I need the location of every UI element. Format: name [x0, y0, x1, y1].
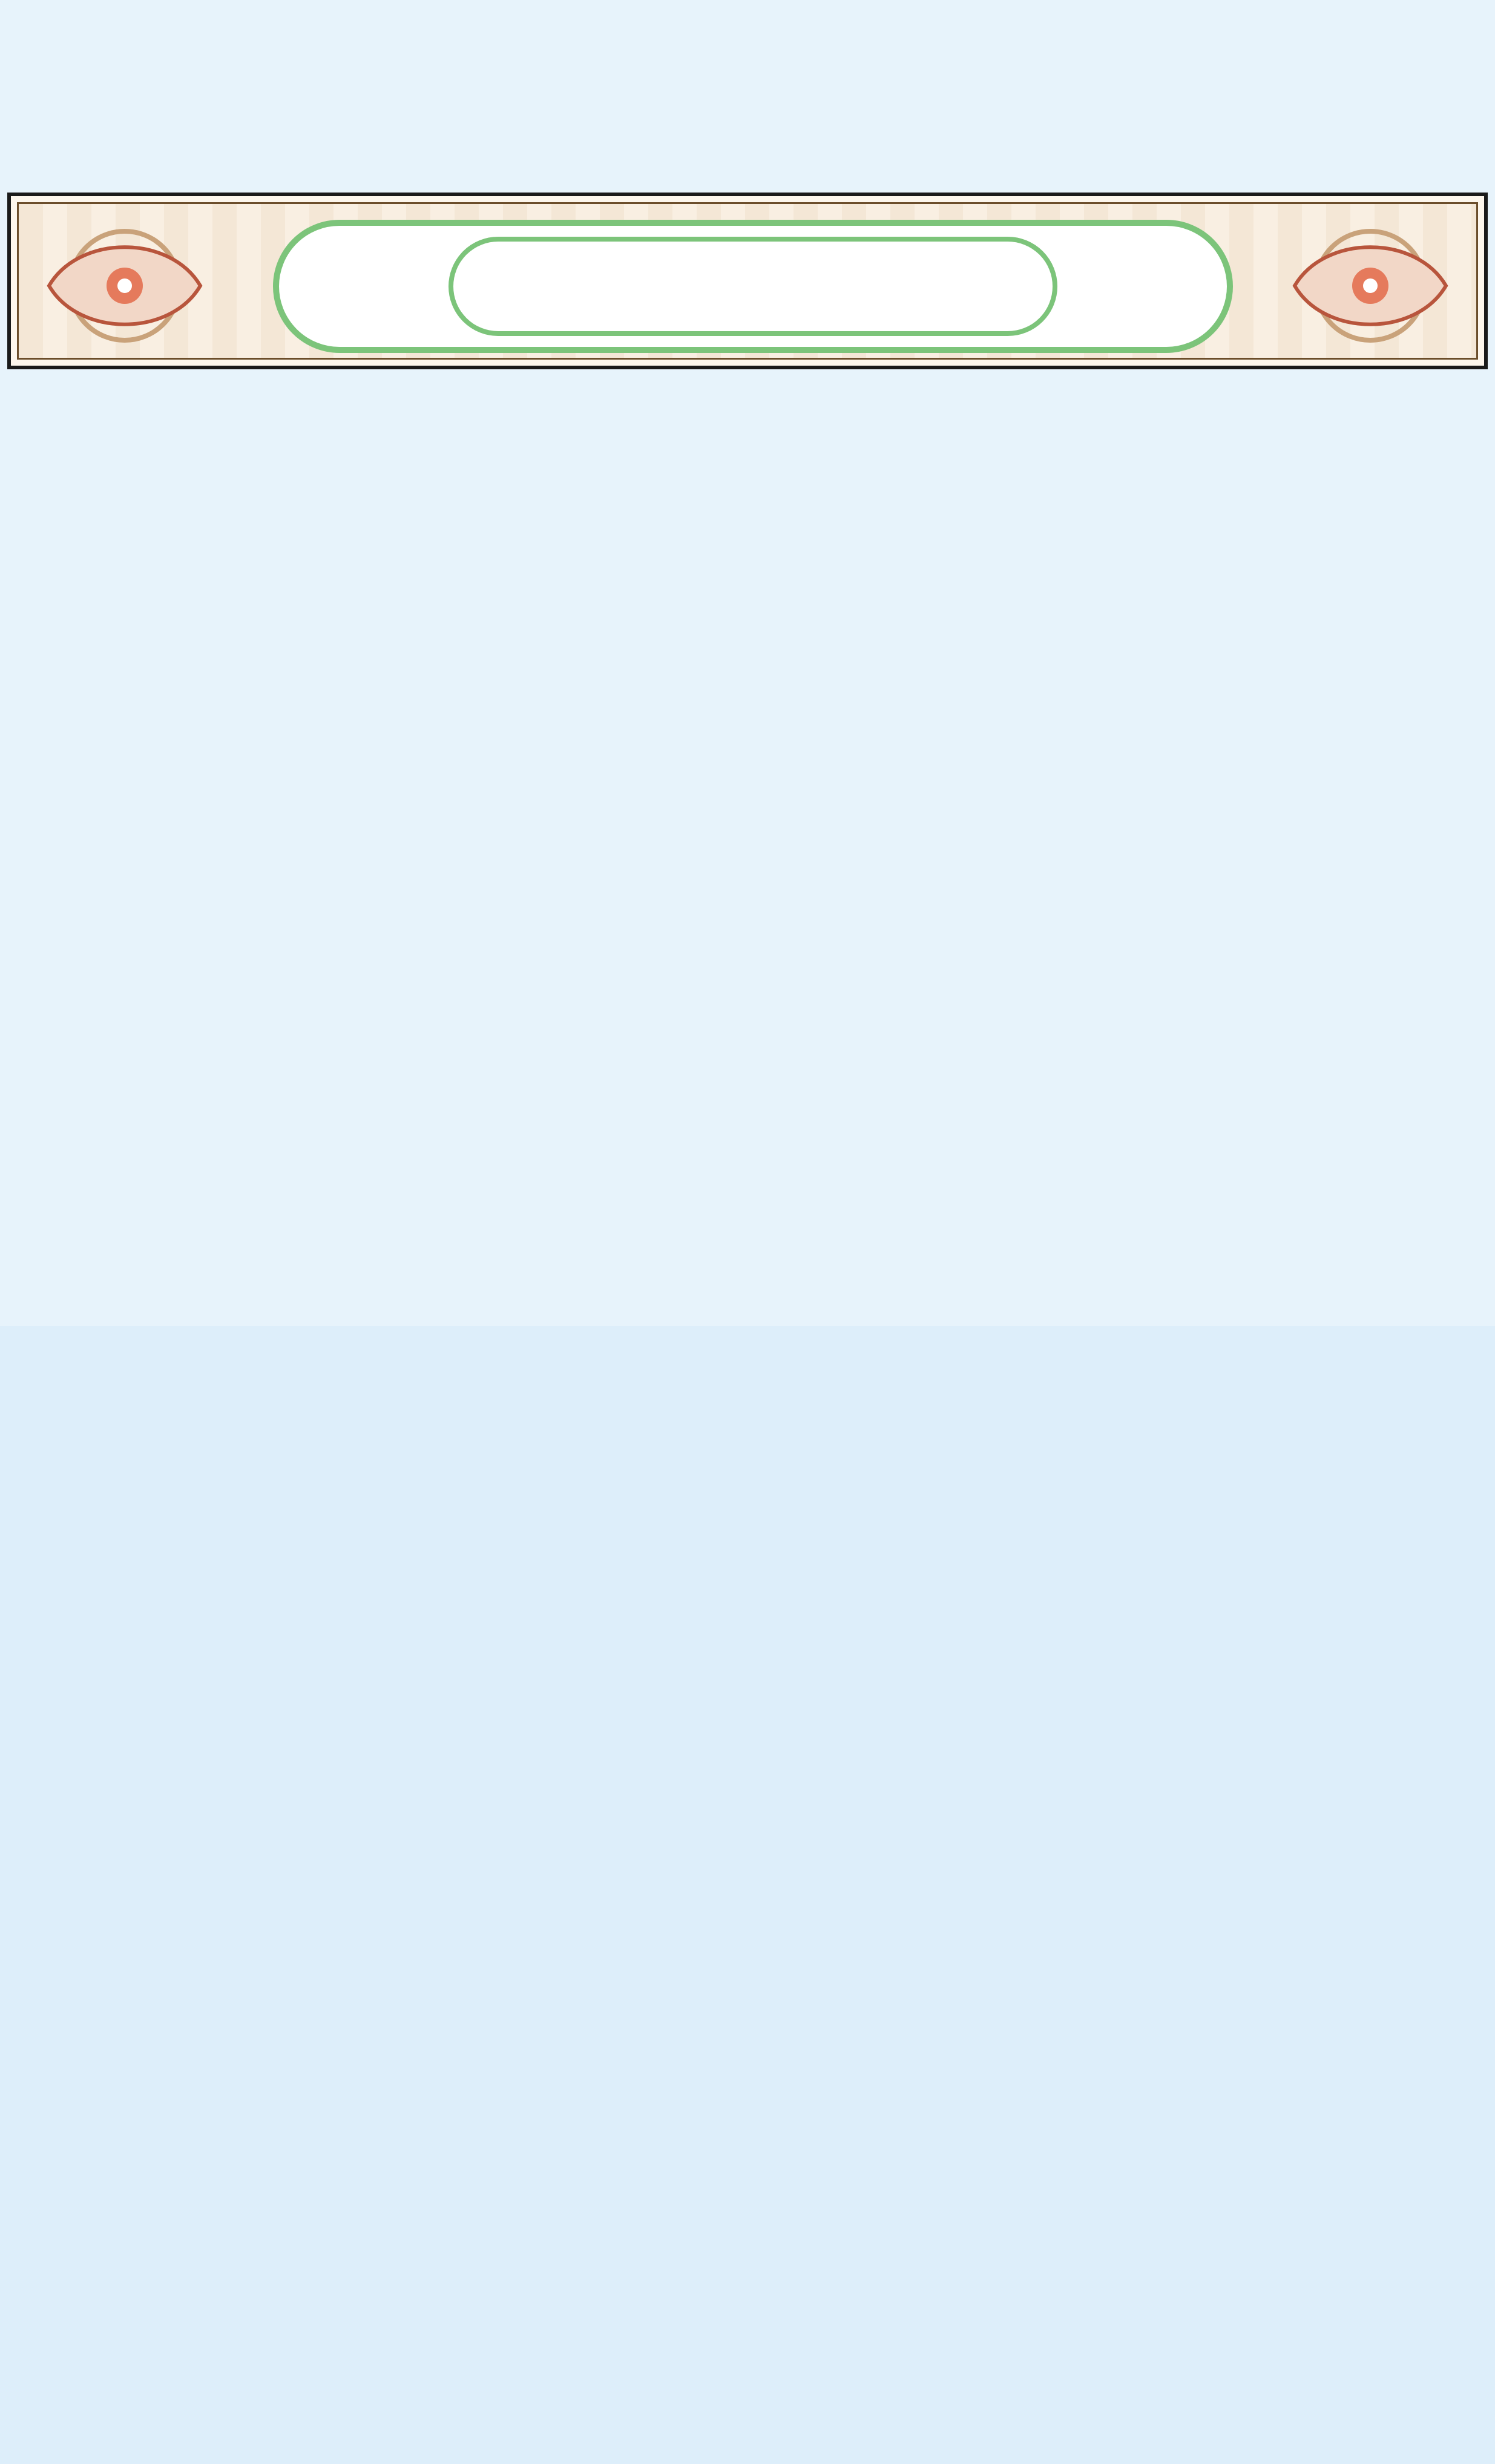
- banner-inner: [17, 202, 1478, 360]
- surah-order-medallion: [1065, 231, 1192, 322]
- floral-ornament-icon: [37, 222, 212, 349]
- surah-header-banner: [7, 193, 1488, 369]
- floral-ornament-icon: [1283, 222, 1458, 349]
- verses-count-medallion: [303, 231, 430, 322]
- surah-title: [455, 228, 1078, 337]
- basmala: [0, 424, 1495, 521]
- page-lower-background: [0, 1326, 1495, 2464]
- verse-line-top: [24, 24, 1471, 121]
